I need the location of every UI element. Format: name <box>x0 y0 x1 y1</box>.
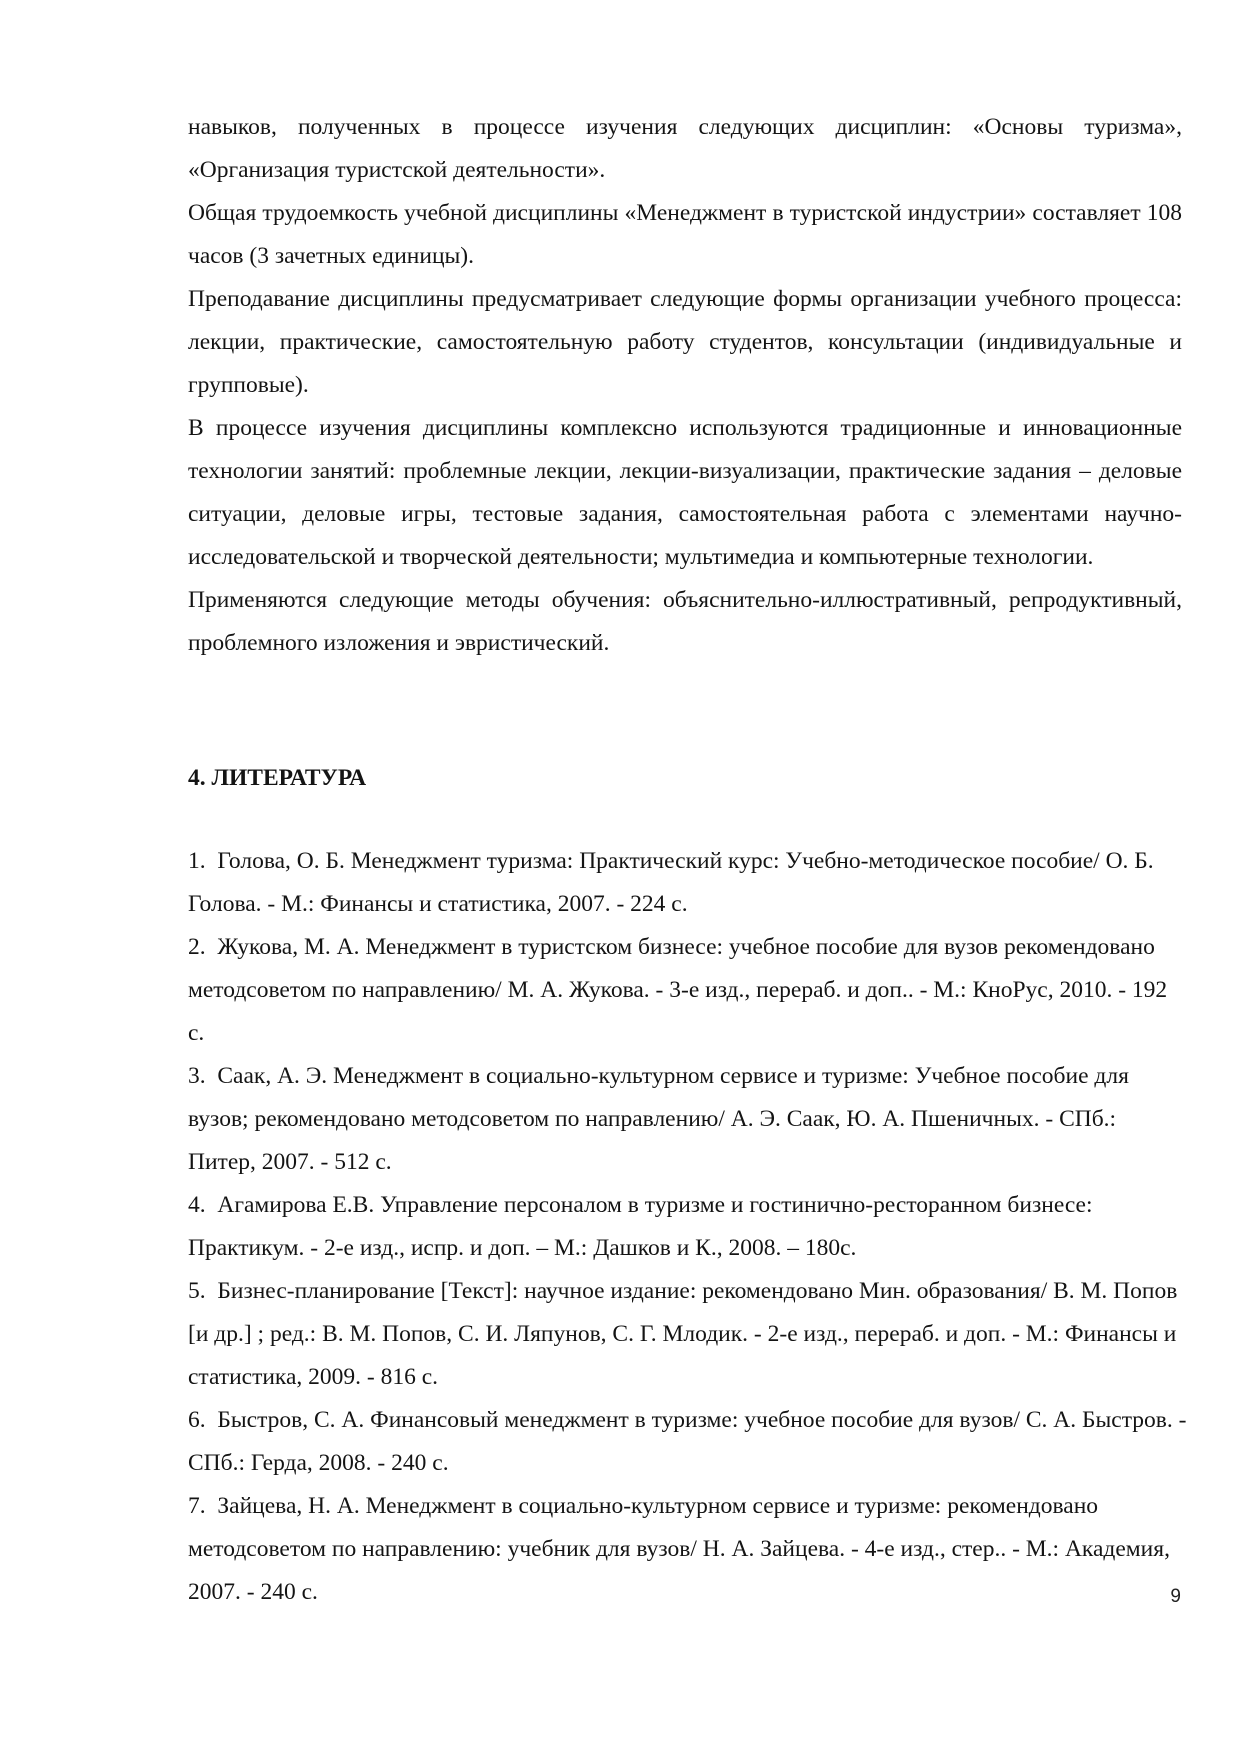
list-item-number: 2. <box>188 934 206 960</box>
list-item <box>188 926 1188 1055</box>
list-item-number: 1. <box>188 848 206 874</box>
list-item <box>188 1055 1188 1184</box>
list-item-number: 3. <box>188 1063 206 1089</box>
list-item-number: 4. <box>188 1192 206 1218</box>
body-text <box>188 106 1182 665</box>
list-item-text: Голова, О. Б. Менеджмент туризма: Практический курс: Учебно-методическое пособие/ О. Б. Голова. - М.: Финансы и статистика, 2007. - 224 с. <box>188 848 1154 917</box>
paragraph-methods: Применяются следующие методы обучения: объяснительно-иллюстративный, репродуктивный, проблемного изложения и эвристический. <box>188 587 1182 656</box>
list-item <box>188 1270 1188 1399</box>
list-item <box>188 1399 1188 1485</box>
list-item <box>188 840 1188 926</box>
list-item-number: 6. <box>188 1407 206 1433</box>
paragraph-teaching-forms: Преподавание дисциплины предусматривает следующие формы организации учебного процесса: лекции, практические, самостоятельную работу студентов, консультации (индивидуальные и групповые). <box>188 286 1182 398</box>
section-heading-literature: 4. ЛИТЕРАТУРА <box>188 765 367 791</box>
list-item-text: Зайцева, Н. А. Менеджмент в социально-культурном сервисе и туризме: рекомендовано методсоветом по направлению: учебник для вузов/ Н. А. Зайцева. - 4-е изд., стер.. - М.: Академия, 2007. - 240 с. <box>188 1493 1170 1605</box>
list-item-number: 5. <box>188 1278 206 1304</box>
literature-list <box>188 840 1188 1614</box>
paragraph-technologies: В процессе изучения дисциплины комплексно используются традиционные и инновационные технологии занятий: проблемные лекции, лекции-визуализации, практические задания – деловые ситуации, деловые игры, тестовые задания, самостоятельная работа с элементами научно-исследовательской и творческой деятельности; мультимедиа и компьютерные технологии. <box>188 415 1182 570</box>
list-item-text: Бизнес-планирование [Текст]: научное издание: рекомендовано Мин. образования/ В. М. Попов [и др.] ; ред.: В. М. Попов, С. И. Ляпунов, С. Г. Млодик. - 2-е изд., перераб. и доп. - М.: Финансы и статистика, 2009. - 816 с. <box>188 1278 1178 1390</box>
list-item-text: Быстров, С. А. Финансовый менеджмент в туризме: учебное пособие для вузов/ С. А. Быстров. - СПб.: Герда, 2008. - 240 с. <box>188 1407 1187 1476</box>
list-item-text: Жукова, М. А. Менеджмент в туристском бизнесе: учебное пособие для вузов рекомендовано методсоветом по направлению/ М. А. Жукова. - 3-е изд., перераб. и доп.. - М.: КноРус, 2010. - 192 с. <box>188 934 1168 1046</box>
list-item-number: 7. <box>188 1493 206 1519</box>
page-number: 9 <box>1170 1586 1181 1607</box>
paragraph-prior-disciplines: навыков, полученных в процессе изучения следующих дисциплин: «Основы туризма», «Организация туристской деятельности». <box>188 114 1182 183</box>
list-item-text: Агамирова Е.В. Управление персоналом в туризме и гостинично-ресторанном бизнесе: Практикум. - 2-е изд., испр. и доп. – М.: Дашков и К., 2008. – 180с. <box>188 1192 1093 1261</box>
list-item <box>188 1184 1188 1270</box>
list-item <box>188 1485 1188 1614</box>
list-item-text: Саак, А. Э. Менеджмент в социально-культурном сервисе и туризме: Учебное пособие для вузов; рекомендовано методсоветом по направлению/ А. Э. Саак, Ю. А. Пшеничных. - СПб.: Питер, 2007. - 512 с. <box>188 1063 1129 1175</box>
paragraph-workload: Общая трудоемкость учебной дисциплины «Менеджмент в туристской индустрии» составляет 108 часов (3 зачетных единицы). <box>188 200 1182 269</box>
